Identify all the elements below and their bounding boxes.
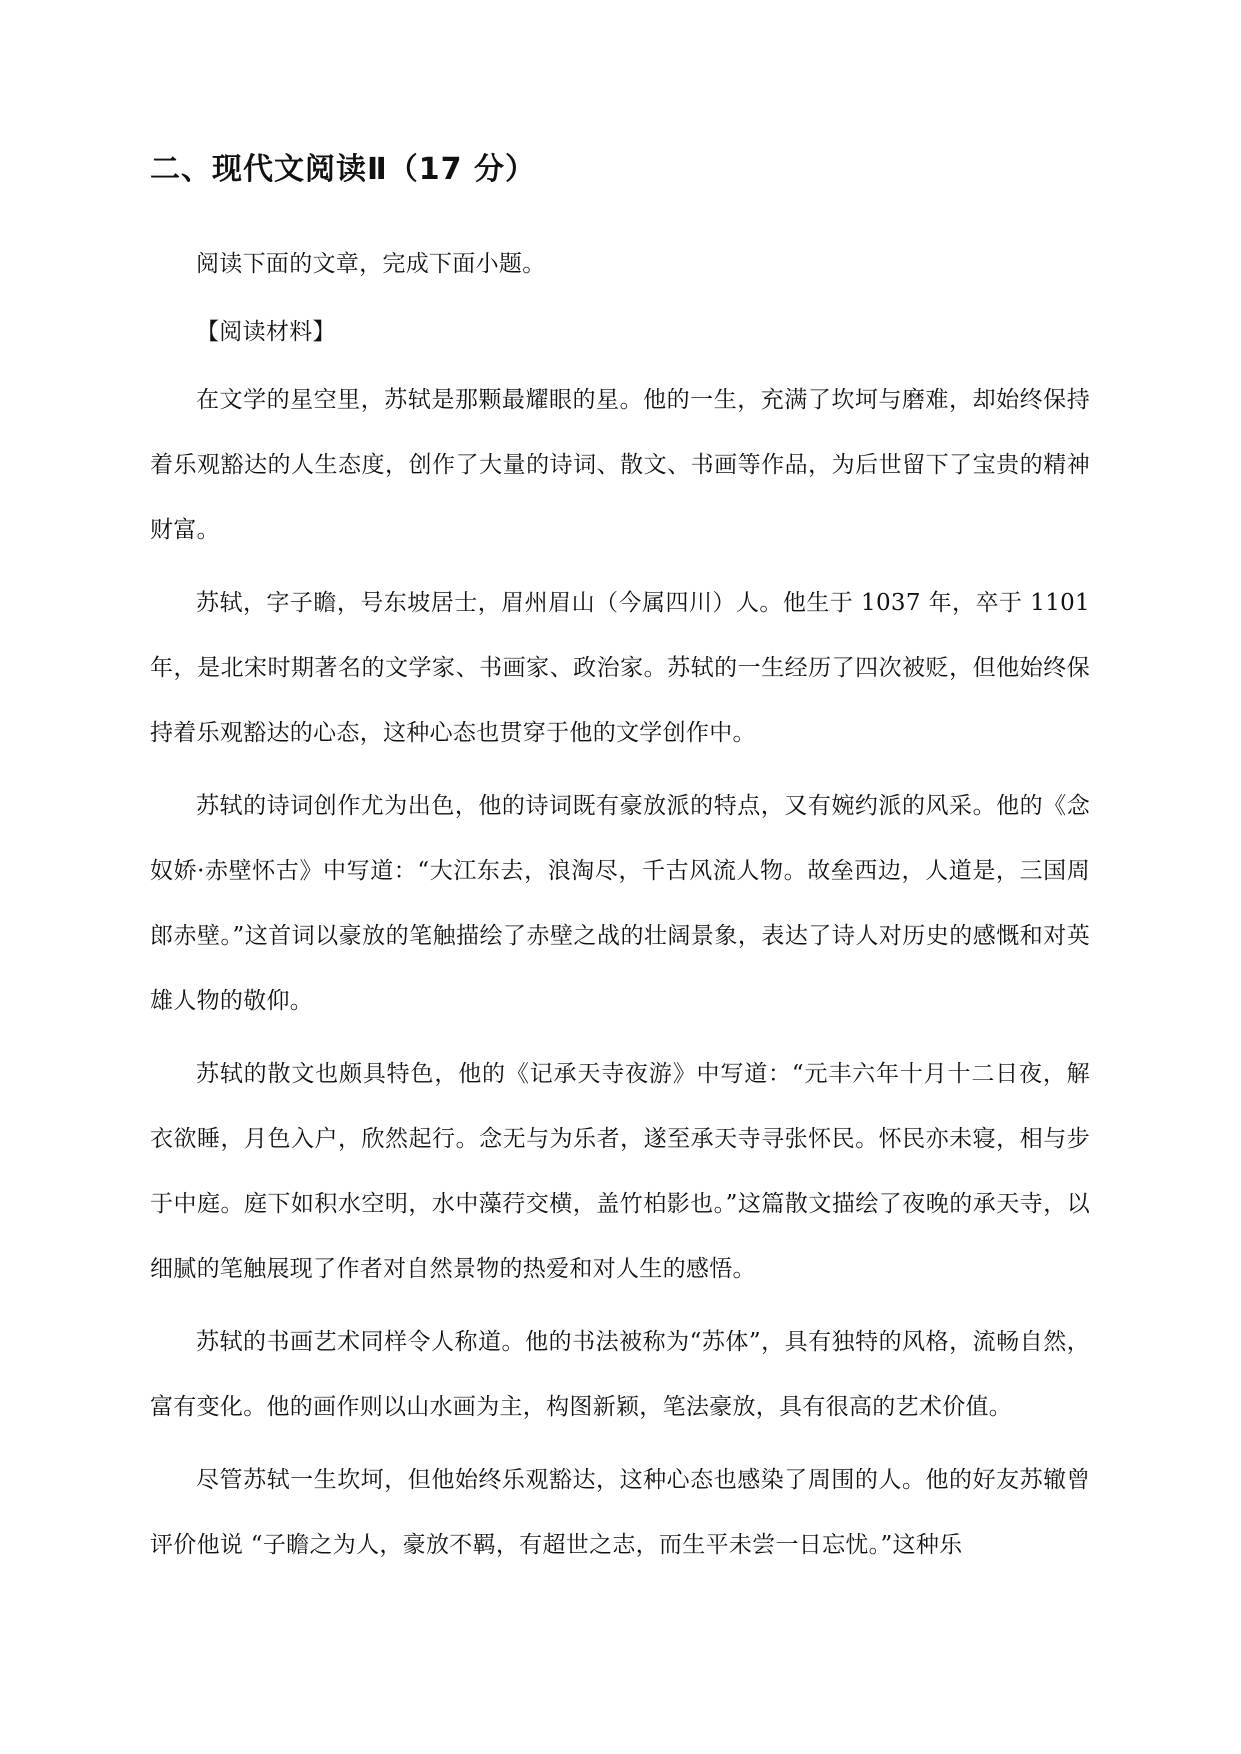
material-label: 【阅读材料】 bbox=[196, 319, 336, 345]
document-page bbox=[150, 0, 1090, 1754]
instruction-text: 阅读下面的文章，完成下面小题。 bbox=[196, 251, 546, 277]
paragraph: 苏轼的书画艺术同样令人称道。他的书法被称为“苏体”，具有独特的风格，流畅自然，富有变化。他的画作则以山水画为主，构图新颖，笔法豪放，具有很高的艺术价值。 bbox=[150, 1329, 1090, 1420]
paragraph: 苏轼的诗词创作尤为出色，他的诗词既有豪放派的特点，又有婉约派的风采。他的《念奴娇·赤壁怀古》中写道：“大江东去，浪淘尽，千古风流人物。故垒西边，人道是，三国周郎赤壁。”这首词以豪放的笔触描绘了赤壁之战的壮阔景象，表达了诗人对历史的感慨和对英雄人物的敬仰。 bbox=[150, 793, 1090, 1014]
paragraph: 苏轼，字子瞻，号东坡居士，眉州眉山（今属四川）人。他生于 1037 年，卒于 1101 年，是北宋时期著名的文学家、书画家、政治家。苏轼的一生经历了四次被贬，但他始终保持着乐观豁达的心态，这种心态也贯穿于他的文学创作中。 bbox=[150, 590, 1090, 746]
paragraph: 尽管苏轼一生坎坷，但他始终乐观豁达，这种心态也感染了周围的人。他的好友苏辙曾评价他说 “子瞻之为人，豪放不羁，有超世之志，而生平未尝一日忘忧。”这种乐 bbox=[150, 1467, 1090, 1558]
paragraph: 在文学的星空里，苏轼是那颗最耀眼的星。他的一生，充满了坎坷与磨难，却始终保持着乐观豁达的人生态度，创作了大量的诗词、散文、书画等作品，为后世留下了宝贵的精神财富。 bbox=[150, 387, 1090, 543]
paragraph: 苏轼的散文也颇具特色，他的《记承天寺夜游》中写道：“元丰六年十月十二日夜，解衣欲睡，月色入户，欣然起行。念无与为乐者，遂至承天寺寻张怀民。怀民亦未寝，相与步于中庭。庭下如积水空明，水中藻荇交横，盖竹柏影也。”这篇散文描绘了夜晚的承天寺，以细腻的笔触展现了作者对自然景物的热爱和对人生的感悟。 bbox=[150, 1061, 1090, 1282]
section-title: 二、现代文阅读Ⅱ（17 分） bbox=[150, 152, 536, 187]
document-body bbox=[150, 232, 1090, 1586]
